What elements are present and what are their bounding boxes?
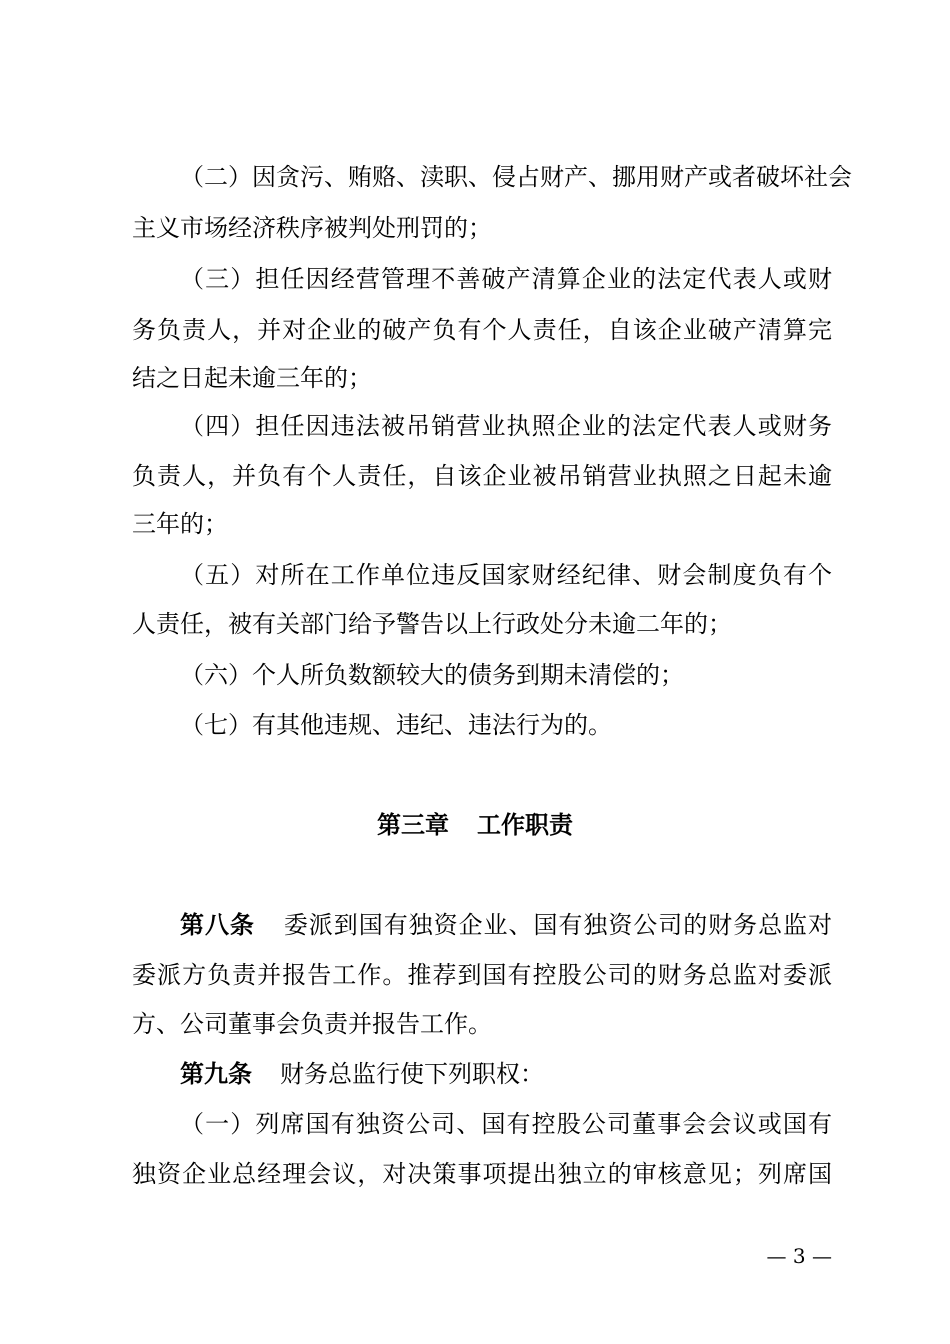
article-8-label: 第八条 — [180, 911, 255, 939]
paragraph-7-line-1: （七）有其他违规、违纪、违法行为的。 — [180, 711, 612, 739]
paragraph-5-line-2: 人责任，被有关部门给予警告以上行政处分未逾二年的； — [132, 610, 732, 638]
paragraph-5-line-1: （五）对所在工作单位违反国家财经纪律、财会制度负有个 — [180, 561, 832, 589]
paragraph-2-line-1: （二）因贪污、贿赂、渎职、侵占财产、挪用财产或者破坏社会 — [180, 163, 852, 191]
paragraph-3-line-2: 务负责人，并对企业的破产负有个人责任，自该企业破产清算完 — [132, 316, 832, 344]
paragraph-2-line-2: 主义市场经济秩序被判处刑罚的； — [132, 214, 492, 242]
article-8-line-1 — [180, 910, 832, 940]
item-1-line-1: （一）列席国有独资公司、国有控股公司董事会会议或国有 — [180, 1110, 832, 1138]
article-8-text-1: 委派到国有独资企业、国有独资公司的财务总监对 — [282, 911, 833, 939]
paragraph-4-line-1: （四）担任因违法被吊销营业执照企业的法定代表人或财务 — [180, 412, 832, 440]
article-9-line-1 — [180, 1059, 832, 1089]
article-8-line-3: 方、公司董事会负责并报告工作。 — [132, 1010, 492, 1038]
page-number: — 3 — — [766, 1244, 832, 1268]
chapter-heading — [0, 810, 950, 840]
paragraph-4-line-3: 三年的； — [132, 510, 228, 538]
paragraph-4-line-2: 负责人，并负有个人责任，自该企业被吊销营业执照之日起未逾 — [132, 462, 832, 490]
article-8-line-2: 委派方负责并报告工作。推荐到国有控股公司的财务总监对委派 — [132, 961, 832, 989]
paragraph-6-line-1: （六）个人所负数额较大的债务到期未清偿的； — [180, 661, 684, 689]
chapter-title: 工作职责 — [477, 811, 573, 839]
chapter-number: 第三章 — [377, 811, 449, 839]
article-9-text-1: 财务总监行使下列职权： — [280, 1060, 544, 1088]
paragraph-3-line-3: 结之日起未逾三年的； — [132, 364, 372, 392]
paragraph-3-line-1: （三）担任因经营管理不善破产清算企业的法定代表人或财 — [180, 265, 832, 293]
item-1-line-2: 独资企业总经理会议，对决策事项提出独立的审核意见；列席国 — [132, 1160, 832, 1188]
article-9-label: 第九条 — [180, 1060, 252, 1088]
